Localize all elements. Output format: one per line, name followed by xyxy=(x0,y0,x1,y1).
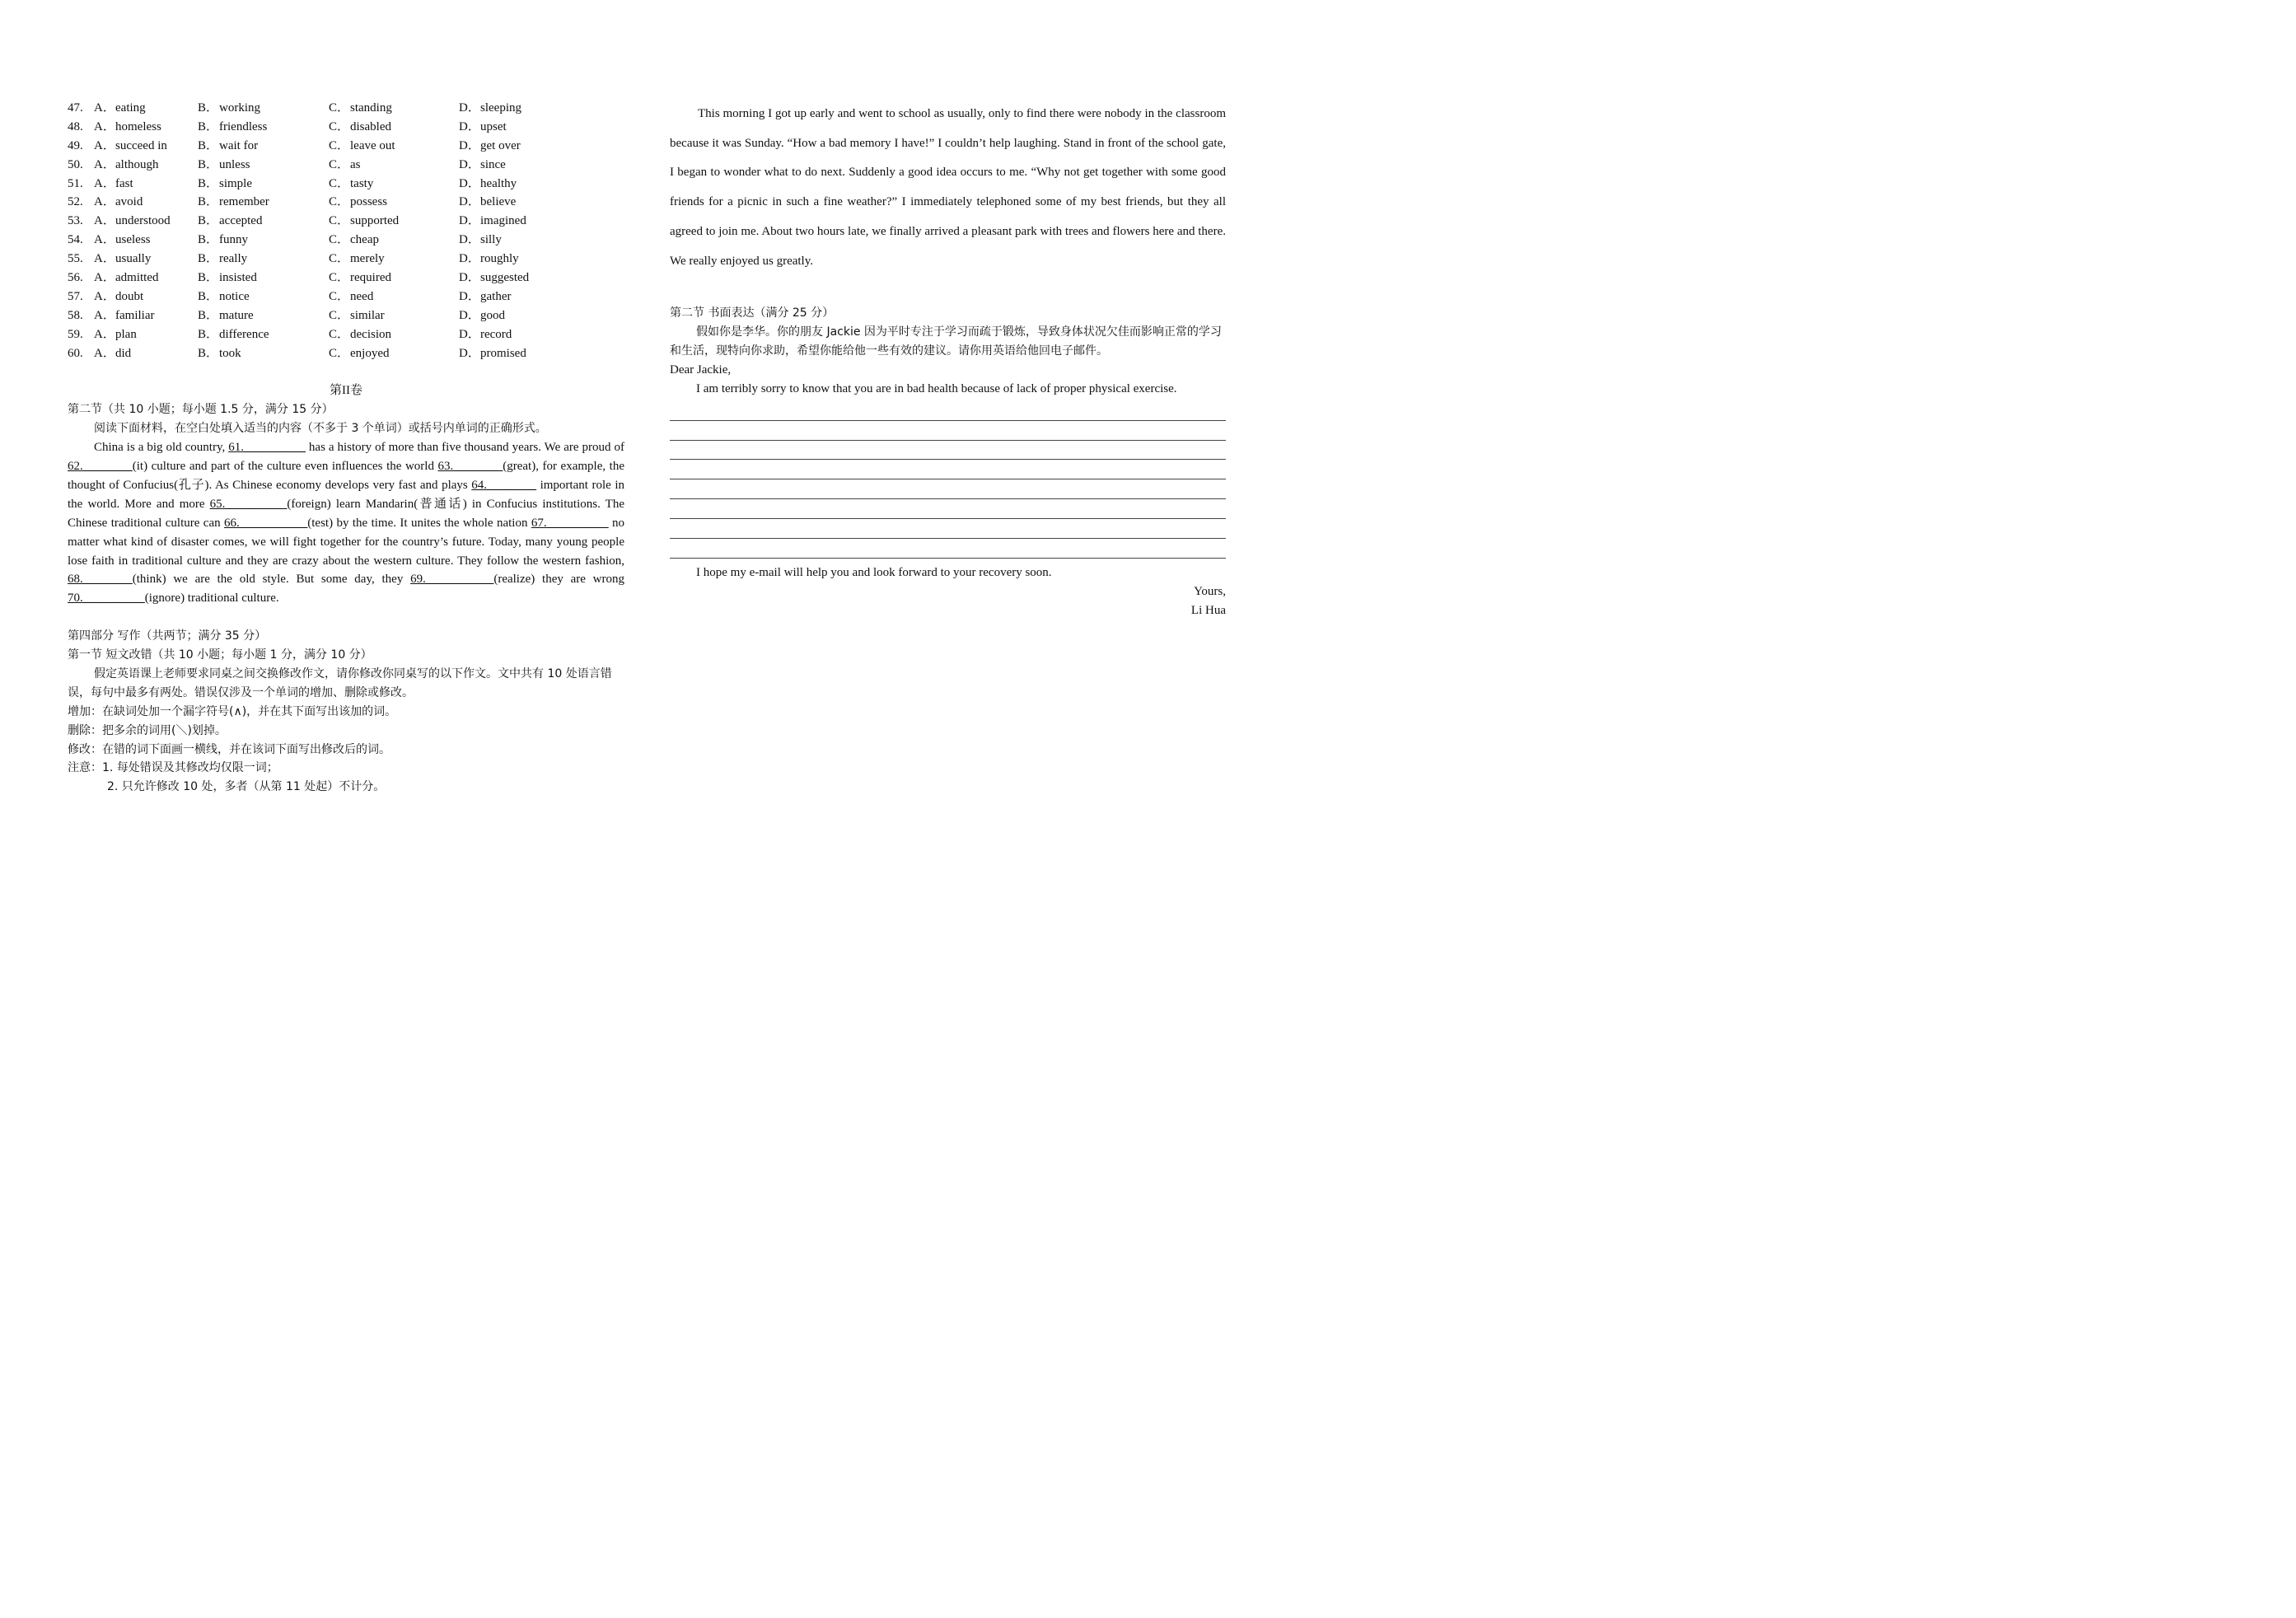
choice-row xyxy=(68,250,624,269)
question-number: 49. xyxy=(68,138,83,152)
passage-text: (great), for example, the thought of Confucius(孔子). As Chinese economy develops very fast and plays xyxy=(68,459,624,492)
passage-text: China is a big old country, xyxy=(94,441,229,455)
option-b xyxy=(198,269,257,288)
option-letter: D． xyxy=(459,176,480,190)
option-text: enjoyed xyxy=(350,346,390,360)
option-letter: C． xyxy=(329,214,350,228)
question-number: 50. xyxy=(68,157,83,171)
option-letter: C． xyxy=(329,308,350,322)
choice-row xyxy=(68,193,624,212)
option-text: record xyxy=(480,327,512,341)
option-letter: D． xyxy=(459,308,480,322)
choice-row xyxy=(68,118,624,137)
option-text: get over xyxy=(480,138,521,152)
option-text: funny xyxy=(219,233,248,247)
choice-row xyxy=(68,231,624,250)
question-number: 58. xyxy=(68,308,83,322)
option-text: required xyxy=(350,271,391,285)
option-letter: C． xyxy=(329,176,350,190)
option-c xyxy=(329,156,361,175)
blank-62: 62.________ xyxy=(68,459,133,473)
option-c xyxy=(329,99,392,118)
option-text: eating xyxy=(115,101,146,115)
volume-title: 第II卷 xyxy=(330,384,362,398)
writing-line[interactable] xyxy=(670,441,1226,461)
option-text: admitted xyxy=(115,271,159,285)
choice-row xyxy=(68,156,624,175)
option-letter: B． xyxy=(198,233,219,247)
passage-text: (it) culture and part of the culture even influences the world xyxy=(132,459,438,473)
choice-row xyxy=(68,212,624,231)
writing-lines[interactable] xyxy=(670,401,1226,559)
option-a xyxy=(94,175,133,194)
choice-row xyxy=(68,344,624,363)
option-a xyxy=(94,118,161,137)
option-text: simple xyxy=(219,176,252,190)
option-a xyxy=(94,231,151,250)
option-letter: B． xyxy=(198,289,219,303)
option-text: need xyxy=(350,289,374,303)
option-b xyxy=(198,250,247,269)
option-d xyxy=(459,231,502,250)
option-b xyxy=(198,344,241,363)
cloze-passage xyxy=(68,438,624,608)
option-letter: B． xyxy=(198,176,219,190)
option-text: healthy xyxy=(480,176,517,190)
option-text: homeless xyxy=(115,119,161,133)
option-letter: A． xyxy=(94,308,115,322)
option-text: sleeping xyxy=(480,101,521,115)
option-letter: D． xyxy=(459,289,480,303)
passage-text: has a history of more than five thousand years. We are proud of xyxy=(305,441,624,455)
writing-line[interactable] xyxy=(670,460,1226,479)
option-d xyxy=(459,325,512,344)
error-correction-essay: This morning I got up early and went to school as usually, only to find there were nobody in the classroom because it was Sunday. “How a bad memory I have!” I couldn’t help laughing. Stand in front of the school gate, I began to wonder what to do next. Suddenly a good idea occurs to me. “Why not get together with some good friends for a picnic in such a fine weather?” I immediately telephoned some of my best friends, but they all agreed to join me. About two hours late, we finally arrived a pleasant park with trees and flowers here and there. We really enjoyed us greatly. xyxy=(670,107,1226,268)
option-text: avoid xyxy=(115,195,143,209)
question-number: 57. xyxy=(68,289,83,303)
option-text: imagined xyxy=(480,214,526,228)
option-letter: A． xyxy=(94,101,115,115)
modify-rule: 修改：在错的词下面画一横线，并在该词下面写出修改后的词。 xyxy=(68,742,390,756)
left-column xyxy=(68,99,624,797)
option-c xyxy=(329,175,373,194)
section-2-writing-title: 第二节 书面表达（满分 25 分） xyxy=(670,306,835,320)
option-b xyxy=(198,99,260,118)
choice-row xyxy=(68,288,624,306)
option-text: gather xyxy=(480,289,512,303)
letter-closing: I hope my e-mail will help you and look forward to your recovery soon. xyxy=(696,565,1052,579)
option-b xyxy=(198,175,252,194)
option-text: plan xyxy=(115,327,137,341)
option-letter: A． xyxy=(94,289,115,303)
option-a xyxy=(94,137,167,156)
option-letter: B． xyxy=(198,119,219,133)
option-letter: B． xyxy=(198,195,219,209)
option-letter: C． xyxy=(329,119,350,133)
option-b xyxy=(198,118,267,137)
option-letter: A． xyxy=(94,271,115,285)
option-letter: D． xyxy=(459,346,480,360)
passage-text: (foreign) learn Mandarin(普通话) in Confucius institutions. The Chinese traditional culture can xyxy=(68,497,624,530)
note-2: 2. 只允许修改 10 处，多者（从第 11 处起）不计分。 xyxy=(107,780,386,794)
option-text: took xyxy=(219,346,241,360)
question-number: 48. xyxy=(68,119,83,133)
section-1-title: 第一节 短文改错（共 10 小题；每小题 1 分，满分 10 分） xyxy=(68,648,372,662)
option-text: insisted xyxy=(219,271,257,285)
option-c xyxy=(329,118,391,137)
option-d xyxy=(459,156,506,175)
option-letter: A． xyxy=(94,327,115,341)
option-letter: D． xyxy=(459,233,480,247)
add-rule: 增加：在缺词处加一个漏字符号(∧)，并在其下面写出该加的词。 xyxy=(68,704,397,718)
question-number: 59. xyxy=(68,327,83,341)
option-text: friendless xyxy=(219,119,268,133)
option-letter: B． xyxy=(198,327,219,341)
option-d xyxy=(459,250,519,269)
option-text: suggested xyxy=(480,271,530,285)
option-text: usually xyxy=(115,252,152,266)
question-number: 60. xyxy=(68,346,83,360)
option-letter: C． xyxy=(329,252,350,266)
option-text: cheap xyxy=(350,233,379,247)
passage-text: (think) we are the old style. But some day, they xyxy=(132,573,411,587)
signature: Li Hua xyxy=(1190,603,1226,617)
option-d xyxy=(459,137,521,156)
option-letter: B． xyxy=(198,271,219,285)
option-text: fast xyxy=(115,176,133,190)
option-text: roughly xyxy=(480,252,519,266)
option-letter: A． xyxy=(94,214,115,228)
passage-text: (test) by the time. It unites the whole nation xyxy=(307,516,531,530)
option-text: merely xyxy=(350,252,385,266)
option-text: succeed in xyxy=(115,138,167,152)
blank-68: 68.________ xyxy=(68,573,133,587)
option-b xyxy=(198,137,258,156)
writing-line[interactable] xyxy=(670,519,1226,539)
passage-text: (realize) they are wrong xyxy=(493,573,624,587)
option-text: silly xyxy=(480,233,502,247)
option-d xyxy=(459,269,529,288)
note-1: 注意：1. 每处错误及其修改均仅限一词； xyxy=(68,761,278,775)
option-letter: C． xyxy=(329,195,350,209)
blank-70: 70.__________ xyxy=(68,592,145,606)
section-2-instruction: 阅读下面材料，在空白处填入适当的内容（不多于 3 个单词）或括号内单词的正确形式。 xyxy=(94,422,547,436)
choice-row xyxy=(68,269,624,288)
question-number: 56. xyxy=(68,271,83,285)
option-d xyxy=(459,175,517,194)
section-2-title: 第二节（共 10 小题；每小题 1.5 分，满分 15 分） xyxy=(68,403,334,417)
option-text: decision xyxy=(350,327,391,341)
option-letter: A． xyxy=(94,119,115,133)
option-text: familiar xyxy=(115,308,155,322)
option-text: similar xyxy=(350,308,385,322)
option-c xyxy=(329,306,385,325)
option-d xyxy=(459,212,526,231)
writing-line[interactable] xyxy=(670,421,1226,441)
passage-text: no matter what kind of disaster comes, we will fight together for the country’s future. Today, many young people lose faith in traditional culture and they are crazy about the western culture. They follow the western fashion, xyxy=(68,516,625,568)
option-text: standing xyxy=(350,101,392,115)
option-text: difference xyxy=(219,327,269,341)
option-letter: D． xyxy=(459,157,480,171)
question-number: 54. xyxy=(68,233,83,247)
option-letter: C． xyxy=(329,138,350,152)
option-a xyxy=(94,156,159,175)
option-text: notice xyxy=(219,289,250,303)
option-text: good xyxy=(480,308,505,322)
option-letter: D． xyxy=(459,138,480,152)
blank-67: 67.__________ xyxy=(531,516,609,530)
right-column xyxy=(670,100,1226,620)
option-letter: B． xyxy=(198,214,219,228)
blank-63: 63.________ xyxy=(437,459,503,473)
option-text: leave out xyxy=(350,138,395,152)
option-text: mature xyxy=(219,308,254,322)
option-letter: D． xyxy=(459,195,480,209)
option-text: disabled xyxy=(350,119,391,133)
choice-row xyxy=(68,325,624,344)
passage-text: important role in the world. More and more xyxy=(68,478,624,511)
choice-row xyxy=(68,306,624,325)
delete-rule: 删除：把多余的词用(＼)划掉。 xyxy=(68,723,227,737)
option-text: really xyxy=(219,252,248,266)
option-text: unless xyxy=(219,157,250,171)
blank-65: 65.__________ xyxy=(209,497,288,511)
option-letter: A． xyxy=(94,138,115,152)
blank-64: 64.________ xyxy=(471,478,537,492)
option-text: remember xyxy=(219,195,269,209)
option-letter: A． xyxy=(94,233,115,247)
option-a xyxy=(94,325,137,344)
option-c xyxy=(329,137,395,156)
option-letter: A． xyxy=(94,195,115,209)
option-c xyxy=(329,344,389,363)
option-letter: D． xyxy=(459,101,480,115)
writing-instruction: 假如你是李华。你的朋友 Jackie 因为平时专注于学习而疏于锻炼，导致身体状况欠佳而影响正常的学习和生活，现特向你求助，希望你能给他一些有效的建议。请你用英语给他回电子邮件。 xyxy=(670,325,1222,358)
question-number: 47. xyxy=(68,101,83,115)
option-d xyxy=(459,99,521,118)
option-letter: D． xyxy=(459,252,480,266)
option-letter: C． xyxy=(329,271,350,285)
blank-61: 61.__________ xyxy=(228,441,306,455)
option-d xyxy=(459,288,511,306)
option-a xyxy=(94,250,151,269)
option-text: doubt xyxy=(115,289,144,303)
option-d xyxy=(459,118,507,137)
option-text: although xyxy=(115,157,159,171)
option-letter: C． xyxy=(329,233,350,247)
writing-line[interactable] xyxy=(670,499,1226,519)
option-text: wait for xyxy=(219,138,259,152)
option-letter: A． xyxy=(94,252,115,266)
option-c xyxy=(329,288,373,306)
choice-row xyxy=(68,137,624,156)
option-letter: D． xyxy=(459,271,480,285)
option-b xyxy=(198,156,250,175)
option-letter: C． xyxy=(329,101,350,115)
option-a xyxy=(94,193,143,212)
option-letter: C． xyxy=(329,346,350,360)
option-letter: A． xyxy=(94,176,115,190)
option-b xyxy=(198,193,269,212)
option-letter: C． xyxy=(329,327,350,341)
option-text: promised xyxy=(480,346,526,360)
option-a xyxy=(94,99,146,118)
option-b xyxy=(198,212,262,231)
option-text: possess xyxy=(350,195,388,209)
option-a xyxy=(94,288,143,306)
option-b xyxy=(198,288,250,306)
option-a xyxy=(94,212,171,231)
question-number: 52. xyxy=(68,195,83,209)
option-c xyxy=(329,250,385,269)
option-text: accepted xyxy=(219,214,263,228)
option-c xyxy=(329,269,391,288)
option-text: upset xyxy=(480,119,507,133)
option-c xyxy=(329,212,399,231)
question-number: 55. xyxy=(68,252,83,266)
writing-line[interactable] xyxy=(670,479,1226,499)
passage-text: (ignore) traditional culture. xyxy=(144,592,279,606)
option-c xyxy=(329,325,391,344)
option-text: since xyxy=(480,157,506,171)
choice-row xyxy=(68,99,624,118)
option-text: did xyxy=(115,346,132,360)
option-text: as xyxy=(350,157,361,171)
blank-66: 66.___________ xyxy=(224,516,308,530)
option-a xyxy=(94,306,154,325)
option-b xyxy=(198,231,248,250)
sign-off: Yours, xyxy=(1194,584,1226,598)
option-a xyxy=(94,344,131,363)
option-letter: B． xyxy=(198,308,219,322)
writing-line[interactable] xyxy=(670,401,1226,421)
part-4-title: 第四部分 写作（共两节；满分 35 分） xyxy=(68,629,267,643)
letter-opening: I am terribly sorry to know that you are in bad health because of lack of proper physical exercise. xyxy=(696,381,1177,395)
option-text: tasty xyxy=(350,176,374,190)
option-d xyxy=(459,306,505,325)
option-letter: B． xyxy=(198,157,219,171)
option-b xyxy=(198,325,269,344)
option-letter: A． xyxy=(94,157,115,171)
writing-line[interactable] xyxy=(670,539,1226,559)
option-a xyxy=(94,269,159,288)
option-letter: B． xyxy=(198,252,219,266)
option-letter: C． xyxy=(329,289,350,303)
option-letter: B． xyxy=(198,101,219,115)
option-letter: C． xyxy=(329,157,350,171)
option-text: supported xyxy=(350,214,400,228)
option-d xyxy=(459,344,526,363)
option-letter: D． xyxy=(459,119,480,133)
option-text: understood xyxy=(115,214,171,228)
question-number: 51. xyxy=(68,176,83,190)
choice-row xyxy=(68,175,624,194)
choice-list xyxy=(68,99,624,362)
option-text: working xyxy=(219,101,260,115)
option-c xyxy=(329,231,379,250)
option-letter: B． xyxy=(198,346,219,360)
option-text: believe xyxy=(480,195,517,209)
option-letter: D． xyxy=(459,327,480,341)
option-c xyxy=(329,193,387,212)
option-letter: B． xyxy=(198,138,219,152)
option-letter: A． xyxy=(94,346,115,360)
option-text: useless xyxy=(115,233,151,247)
question-number: 53. xyxy=(68,214,83,228)
option-b xyxy=(198,306,254,325)
blank-69: 69.___________ xyxy=(410,573,494,587)
option-d xyxy=(459,193,516,212)
option-letter: D． xyxy=(459,214,480,228)
salutation: Dear Jackie, xyxy=(670,362,732,376)
section-1-instruction: 假定英语课上老师要求同桌之间交换修改作文，请你修改你同桌写的以下作文。文中共有 10 处语言错误，每句中最多有两处。错误仅涉及一个单词的增加、删除或修改。 xyxy=(68,666,612,699)
